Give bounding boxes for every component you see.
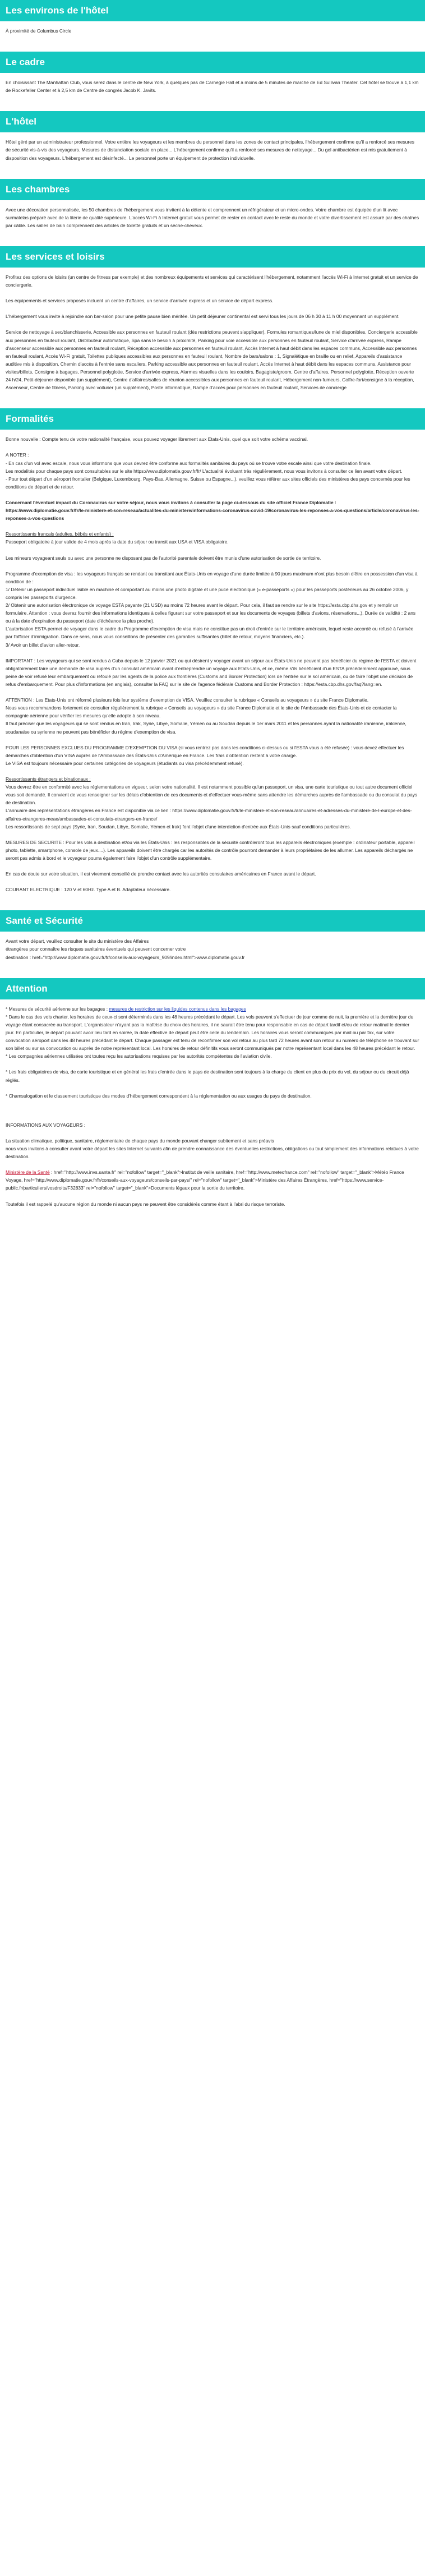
attention-frais: * Les frais obligatoires de visa, de carte touristique et en général les frais d'entrée dans le pays de destination sont toujours à la charge du client en plus du prix du vol, du séjour ou du circuit déjà réglés. xyxy=(6,1069,409,1083)
formalites-excluded: POUR LES PERSONNES EXCLUES DU PROGRAMME D'EXEMPTION DU VISA (si vous rentrez pas dans les conditions ci-dessus ou si l'ESTA vous a été refusée) : vous devez effectuer les démarches d'obtention d'un VISA auprès de l'Ambassade des États-Unis d'Amérique en France. Les frais d'obtention restent à votre charge. Le VISA est toujours nécessaire pour certaines catégories de voyageurs (étudiants ou visa précédemment refusé). xyxy=(6,744,404,766)
services-amenities-list: Service de nettoyage à sec/blanchisserie, Accessible aux personnes en fauteuil roulant (dès restrictions peuvent s'appliquer), Formules romantiques/lune de miel disponibles, Conciergerie accessible aux personnes en fauteuil roulant, Distributeur automatique, Spa sans le besoin à proximité, Parking pour voie accessible aux personnes en fauteuil roulant, Service d'arrivée express, Rampe d'ascenseur accessible aux personnes en fauteuil roulant, Réception accessible aux personnes en fauteuil roulant, Accès Internet à haut débit dans les espaces communs, Accessible aux personnes en fauteuil roulant, Accès Wi-Fi gratuit, Toilettes publiques accessibles aux personnes en fauteuil roulant, Nombre de bars/salons : 1, Signalétique en braille ou en relief, Appareils d'assistance auditive mis à disposition, Chemin d'accès à l'entrée sans escaliers, Parking accessible aux personnes en fauteuil roulant, Accès Internet à haut débit dans les espaces communs, Assistance pour visites/billets, Consigne à bagages, Personnel polyglotte, Service d'arrivée express, Alarmes visuelles dans les couloirs, Bagagiste/groom, Centre d'affaires, Personnel polyglotte, Réception ouverte 24 h/24, Petit-déjeuner disponible (un supplément), Centre d'affaires/salles de réunion accessibles aux personnes en fauteuil roulant, Hébergement non-fumeurs, Coffre-fort/consigne à la réception, Ascenseur, Centre de fitness, Parking avec voiturier (un supplément), Poste informatique, Rampe d'accès pour personnes en fauteuil roulant, Services de concierge xyxy=(6,329,418,391)
formalites-attention: ATTENTION : Les Etats-Unis ont réformé plusieurs fois leur système d'exemption de VISA. Veuillez consulter la rubrique « Conseils au voyageurs » du site France Diplomatie. Nous vous recommandons fortement de consulter régulièrement la rubrique « Conseils au voyageurs » du site France Diplomatie et le site de l'Ambassade des États-Unis et de contacter la compagnie aérienne pour vérifier les mesures qu'elle adopte à son niveau. Il faut préciser que les voyageurs qui se sont rendus en Iran, Irak, Syrie, Libye, Somalie, Yémen ou au Soudan depuis le 1er mars 2011 et les personnes ayant la nationalité iranienne, irakienne, soudanaise ou syrienne ne peuvent pas bénéficier du régime d'exemption de visa. xyxy=(6,697,406,735)
services-paragraph-3: L'hébergement vous invite à rejoindre son bar-salon pour une petite pause bien méritée. Un petit déjeuner continental est servi tous les jours de 06 h 30 à 11 h 00 moyennant un supplément. xyxy=(6,314,400,320)
formalites-coronavirus: Concernant l'éventuel impact du Coronavirus sur votre séjour, nous vous invitons à consulter la page ci-dessous du site officiel France Diplomatie : https://www.diplomatie.gouv.fr/fr/le-ministere-et-son-reseau/actualites-du-ministere/informations-coronavirus-covid-19/coronavirus-les-reponses-a-vos-questions/article/coronavirus-les-reponses-a-vos-questions xyxy=(6,499,419,522)
formalites-securite: MESURES DE SECURITE : Pour les vols à destination et/ou via les États-Unis : les responsables de la sécurité contrôleront tous les appareils électroniques (exemple : ordinateur portable, appareil photo, tablette, smartphone, console de jeux....). Les appareils doivent être chargés car les autorités de contrôle pourront demander à leurs propriétaires de les allumer. Les appareils déchargés ne seront pas admis à bord et le voyageur pourra également faire l'objet d'un contrôle supplémentaire. xyxy=(6,839,415,861)
formalites-esta-program: Programme d'exemption de visa : les voyageurs français se rendant ou transitant aux États-Unis en voyage d'une durée limitée à 90 jours maximum n'ont plus besoin d'être en possession d'un visa à condition de : 1/ Détenir un passeport individuel lisible en machine et comportant au moins une photo digitale et une puce électronique (« e-passeports ») pour les passeports postérieurs au 26 octobre 2006, y compris les passeports d'urgence. 2/ Obtenir une autorisation électronique de voyage ESTA payante (21 USD) au moins 72 heures avant le départ. Pour cela, il faut se rendre sur le site https://esta.cbp.dhs.gov et y remplir un formulaire. Attention : vous devrez fournir des informations identiques à celles figurant sur votre passeport et sur les documents de voyages (billets d'avions, réservations...). Durée de validité : 2 ans ou à la date d'expiration du passeport (date d'échéance la plus proche). L'autorisation ESTA permet de voyager dans le cadre du Programme d'exemption de visa mais ne constitue pas un droit d'entrée sur le territoire américain, lequel reste accordé ou refusé à l'arrivée par l'officier d'immigration. Dans ce sens, nous vous conseillons de présenter des garanties suffisantes (billet de retour, moyens financiers, etc.). 3/ Avoir un billet d'avion aller-retour. xyxy=(6,570,418,648)
section-header-services: Les services et loisirs xyxy=(0,246,425,268)
attention-info-text: La situation climatique, politique, sanitaire, réglementaire de chaque pays du monde pouvant changer subitement et sans préavis nous vous invitons à consulter avant votre départ les sites Internet suivants afin de prendre connaissance des éventuelles restrictions, obligations ou tout simplement des informations relatives à votre destination. xyxy=(6,1137,419,1160)
ressortissants-francais-text: Passeport obligatoire à jour valide de 4 mois après la date du séjour ou transit aux USA et VISA obligatoire. xyxy=(6,539,229,545)
section-header-environs: Les environs de l'hôtel xyxy=(0,0,425,21)
services-paragraph-1: Profitez des options de loisirs (un centre de fitness par exemple) et des nombreux équipements et services qui caractérisent l'hébergement, notamment l'accès Wi-Fi à Internet gratuit et un service de conciergerie. xyxy=(6,274,418,288)
formalites-note: A NOTER : - En cas d'un vol avec escale, nous vous informons que vous devrez être conforme aux formalités sanitaires du pays où se trouve votre escale ainsi que votre destination finale. Les modalités pour chaque pays sont consultables sur le site https://www.diplomatie.gouv.fr/fr/ L'actualité évoluant très régulièrement, nous vous invitons à consulter ce lien avant votre départ. - Pour tout départ d'un aéroport frontalier (Belgique, Luxembourg, Pays-Bas, Allemagne, Suisse ou Espagne...), veuillez vous référer aux sites officiels des ministères des pays concernés pour les conditions de départ et de retour. xyxy=(6,452,410,490)
formalites-cuba-warning: IMPORTANT : Les voyageurs qui se sont rendus à Cuba depuis le 12 janvier 2021 ou qui désirent y voyager avant un séjour aux États-Unis ne peuvent pas bénéficier du régime de l'ESTA et doivent obligatoirement faire une demande de visa auprès d'un consulat américain avant d'entreprendre un voyage aux Etats-Unis, et ce, même s'ils bénéficient d'un ESTA précédemment approuvé, sous peine de voir refusé leur embarquement ou refoulé par les agents de la police aux frontières (Customs and Border Protection) lors de l'entrée sur le sol américain, ou de faire l'objet une décision de refus d'embarquement. Pour plus d'informations (en anglais), consulter la FAQ sur le site de l'agence fédérale Customs and Border Protection : https://esta.cbp.dhs.gov/faq?lang=en. xyxy=(6,657,417,688)
hotel-description-page xyxy=(0,0,425,1235)
formalites-ressortissants-francais xyxy=(6,530,419,546)
section-body-hotel xyxy=(0,132,425,166)
formalites-doute: En cas de doute sur votre situation, il est vivement conseillé de prendre contact avec les autorités consulaires américaines en France avant le départ. xyxy=(6,871,316,877)
section-body-attention xyxy=(0,999,425,1213)
section-header-hotel: L'hôtel xyxy=(0,111,425,132)
ressortissants-francais-title: Ressortissants français (adultes, bébés et enfants) : xyxy=(6,531,114,537)
formalites-ressortissants-etrangers xyxy=(6,775,419,831)
attention-links xyxy=(6,1168,419,1192)
section-body-formalites xyxy=(0,430,425,898)
environs-text: À proximité de Columbus Circle xyxy=(6,28,72,34)
section-header-sante: Santé et Sécurité xyxy=(0,910,425,932)
formalites-courant: COURANT ELECTRIQUE : 120 V et 60Hz. Type A et B. Adaptateur nécessaire. xyxy=(6,887,171,893)
section-header-cadre: Le cadre xyxy=(0,52,425,73)
attention-terrorisme: Toutefois il est rappelé qu'aucune région du monde ni aucun pays ne peuvent être considérés comme étant à l'abri du risque terroriste. xyxy=(6,1201,285,1207)
attention-info-title: INFORMATIONS AUX VOYAGEURS : xyxy=(6,1122,86,1128)
section-body-sante xyxy=(0,932,425,965)
ministere-sante-link[interactable]: Ministère de la Santé xyxy=(6,1169,50,1176)
section-header-chambres: Les chambres xyxy=(0,179,425,200)
section-body-chambres xyxy=(0,200,425,234)
hotel-text: Hôtel géré par un administrateur professionnel. Votre entière les voyageurs et les membres du personnel dans les zones de contact principales, l'hébergement confirme qu'il a renforcé ses mesures de sécurité vis-à-vis des voyageurs. Mesures de distanciation sociale en place... L'hébergement confirme qu'il a renforcé ses mesures de nettoyage... Du gel antibactérien est mis gratuitement à disposition des voyageurs. L'hébergement est désinfecté... Le personnel porte un équipement de protection individuelle. xyxy=(6,139,414,161)
ressortissants-etrangers-text: Vous devrez être en conformité avec les réglementations en vigueur, selon votre nationalité. Il est notamment possible qu'un passeport, un visa, une carte touristique ou tout autre document officiel vous soit demandé. Il convient de vous renseigner sur les délais d'obtention de ces documents et d'effectuer vous-même sans attendre les démarches auprès de l'ambassade ou du consulat du pays de destination. L'annuaire des représentations étrangères en France est disponible via ce lien : https://www.diplomatie.gouv.fr/fr/le-ministere-et-son-reseau/annuaires-et-adresses-du-ministere-de-l-europe-et-des-affaires-etrangeres-meae/ambassades-et-consulats-etrangers-en-france/ Les ressortissants de sept pays (Syrie, Iran, Soudan, Libye, Somalie, Yémen et Irak) font l'objet d'une interdiction d'entrée aux États-Unis sauf conditions particulières. xyxy=(6,784,418,830)
attention-bagages-prefix: * Mesures de sécurité aérienne sur les bagages : xyxy=(6,1006,109,1012)
section-body-environs xyxy=(0,21,425,39)
attention-bagages-rest: * Dans le cas des vols charter, les horaires de ceux-ci sont déterminés dans les 48 heures précédant le départ. Les vols peuvent s'effectuer de jour comme de nuit, la première et la dernière jour du voyage étant consacrée au transport. L'organisateur n'ayant pas la maîtrise du choix des horaires, il ne saurait être tenu pour responsable en cas de départ tardif et/ou de retour matinal le dernier jour. En particulier, le départ pouvant avoir lieu tard en soirée, la date effective de départ peut être celle du lendemain. Les horaires vous seront communiqués par mail ou par fax, sur votre convocation aéroport dans les 48 heures précédant le départ. Chaque passager est tenu de reconfirmer son vol retour au plus tard 72 heures avant son retour au numéro de téléphone se trouvant sur son billet ou sur sa convocation ou auprès de notre représentant local. Les horaires de retour définitifs vous seront communiqués par notre représentant local dans les 48 heures précédant le retour. * Les compagnies aériennes utilisées ont toutes reçu les autorisations requises par les autorités compétentes de l'aviation civile. xyxy=(6,1013,419,1059)
attention-paragraph-1 xyxy=(6,1005,419,1061)
chambres-text: Avec une décoration personnalisée, les 50 chambres de l'hébergement vous invitent à la détente et comprennent un réfrigérateur et un micro-ondes. Votre chambre est équipée d'un lit avec surmatelas préparé avec de la literie de qualité supérieure. L'accès Wi-Fi à Internet gratuit vous permet de rester en contact avec le reste du monde et votre divertissement est assuré par des chaînes par câble. Les salles de bain comprennent des articles de toilette gratuits et un sèche-cheveux. xyxy=(6,206,419,228)
section-header-attention: Attention xyxy=(0,978,425,999)
cadre-text: En choisissant The Manhattan Club, vous serez dans le centre de New York, à quelques pas de Carnegie Hall et à moins de 5 minutes de marche de Ed Sullivan Theater. Cet hôtel se trouve à 1,1 km de Rockefeller Center et à 2,5 km de Centre de congrès Jacob K. Javits. xyxy=(6,80,419,94)
sante-text: Avant votre départ, veuillez consulter le site du ministère des Affaires étrangères pour connaître les risques sanitaires éventuels qui peuvent concerner votre destination : href="http://www.diplomatie.gouv.fr/fr/conseils-aux-voyageurs_909/index.html">www.diplomatie.gouv.fr xyxy=(6,938,245,960)
formalites-mineurs: Les mineurs voyageant seuls ou avec une personne ne disposant pas de l'autorité parentale doivent être munis d'une autorisation de sortie de territoire. xyxy=(6,555,321,561)
section-body-cadre xyxy=(0,73,425,99)
section-header-formalites: Formalités xyxy=(0,408,425,430)
services-paragraph-2: Les équipements et services proposés incluent un centre d'affaires, un service d'arrivée express et un service de départ express. xyxy=(6,298,274,304)
section-body-services xyxy=(0,268,425,396)
liquides-restriction-link[interactable]: mesures de restriction sur les liquides contenus dans les bagages xyxy=(109,1006,246,1012)
ressortissants-etrangers-title: Ressortissants étrangers et binationaux : xyxy=(6,776,91,782)
spacer xyxy=(6,1108,419,1121)
attention-classement: * Chamsulogation et le classement touristique des modes d'hébergement correspondent à la réglementation ou aux usages du pays de destination. xyxy=(6,1093,312,1099)
formalites-intro: Bonne nouvelle : Compte tenu de votre nationalité française, vous pouvez voyager librement aux Etats-Unis, quel que soit votre schéma vaccinal. xyxy=(6,436,308,443)
attention-links-rest: : href="http://www.invs.sante.fr" rel="nofollow" target="_blank">Institut de veille sanitaire, href="http://www.meteofrance.com" rel="nofollow" target="_blank">Météo France Voyage, href="http://www.diplomatie.gouv.fr/fr/conseils-aux-voyageurs/conseils-par-pays/" rel="nofollow" target="_blank">Ministère des Affaires Étrangères, href="https://www.service-public.fr/particuliers/vosdroits/F32833" rel="nofollow" target="_blank">Documents légaux pour la sortie du territoire. xyxy=(6,1169,404,1191)
